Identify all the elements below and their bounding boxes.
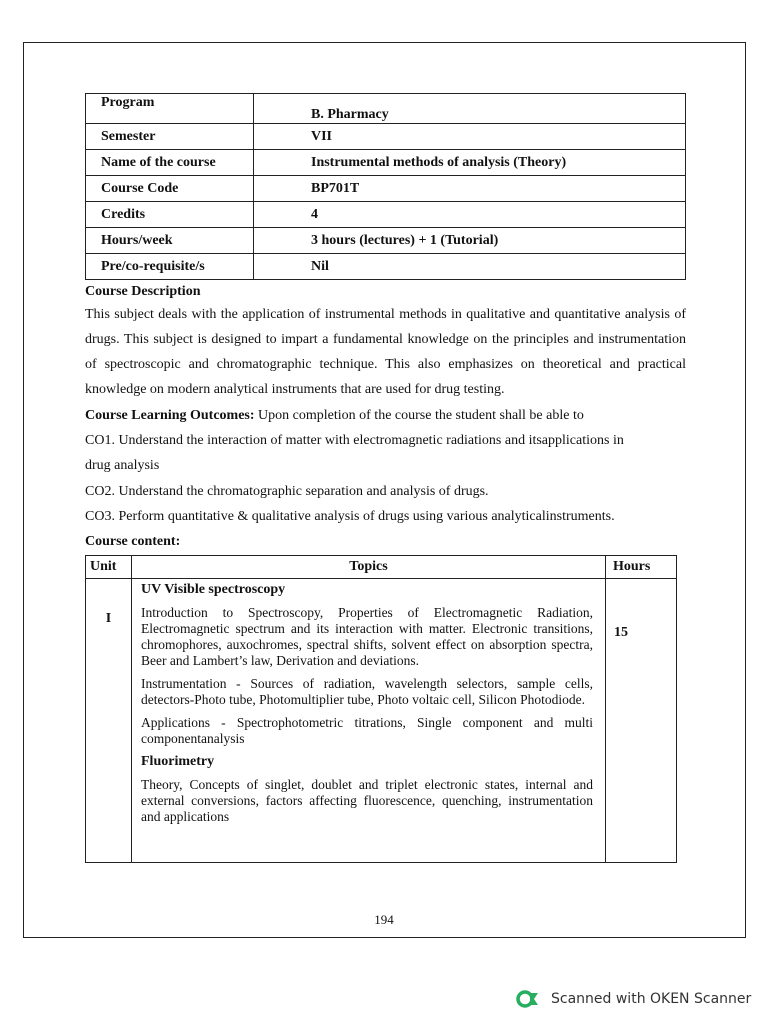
topic-paragraph: Introduction to Spectroscopy, Properties of Electromagnetic Radiation, Electromagnetic spectrum and its interaction with matter. Electronic transitions, chromophores, auxochromes, spectral shifts, solvent effect on absorption spectra, Beer and Lambert’s law, Derivation and deviations. (141, 605, 593, 668)
outcome-co3: CO3. Perform quantitative & qualitative analysis of drugs using various analyticalinstruments. (85, 509, 615, 524)
info-label: Hours/week (86, 228, 254, 254)
info-value: 3 hours (lectures) + 1 (Tutorial) (254, 228, 686, 254)
info-value: BP701T (254, 176, 686, 202)
info-value: Nil (254, 254, 686, 280)
topic-paragraph: Theory, Concepts of singlet, doublet and triplet electronic states, internal and external conversions, factors affecting fluorescence, quenching, instrumentation and applications (141, 777, 593, 824)
info-value: B. Pharmacy (254, 94, 686, 124)
learning-outcomes-intro: Upon completion of the course the student shall be able to (254, 408, 584, 423)
outcome-co2: CO2. Understand the chromatographic separation and analysis of drugs. (85, 484, 489, 499)
table-row (86, 176, 686, 202)
table-row (86, 94, 686, 124)
info-value: VII (254, 124, 686, 150)
table-row (86, 150, 686, 176)
info-label: Program (86, 94, 254, 124)
oken-logo-icon (516, 990, 542, 1008)
info-label: Semester (86, 124, 254, 150)
table-row (86, 124, 686, 150)
table-row (86, 254, 686, 280)
table-header-row (86, 556, 677, 579)
header-topics: Topics (132, 556, 606, 579)
section-title: Fluorimetry (141, 754, 215, 769)
scanner-watermark (516, 990, 751, 1008)
table-row (86, 202, 686, 228)
header-unit: Unit (86, 556, 132, 579)
info-value: 4 (254, 202, 686, 228)
course-description-text: This subject deals with the application of instrumental methods in qualitative and quantitative analysis of drugs. This subject is designed to impart a fundamental knowledge on the principles and instrumentation of spectroscopic and chromatographic technique. This also emphasizes on theoretical and practical knowledge on modern analytical instruments that are used for drug testing. (85, 307, 686, 397)
outcome-co1-continued: drug analysis (85, 458, 160, 473)
header-hours: Hours (606, 556, 677, 579)
unit-cell: I (86, 579, 132, 863)
section-title: UV Visible spectroscopy (141, 582, 286, 597)
learning-outcomes (85, 403, 686, 428)
learning-outcomes-heading: Course Learning Outcomes: (85, 408, 255, 423)
topic-paragraph: Instrumentation - Sources of radiation, wavelength selectors, sample cells, detectors-Photo tube, Photomultiplier tube, Photo voltaic cell, Silicon Photodiode. (141, 676, 593, 707)
course-content-table (85, 555, 677, 863)
info-label: Credits (86, 202, 254, 228)
course-content-heading: Course content: (85, 534, 181, 549)
info-label: Course Code (86, 176, 254, 202)
info-value: Instrumental methods of analysis (Theory) (254, 150, 686, 176)
info-label: Name of the course (86, 150, 254, 176)
course-info-table (85, 93, 686, 280)
scanner-text: Scanned with OKEN Scanner (551, 991, 752, 1007)
course-description-heading: Course Description (85, 284, 201, 299)
topics-cell (132, 579, 606, 863)
hours-cell: 15 (606, 579, 677, 863)
outcome-co1: CO1. Understand the interaction of matter with electromagnetic radiations and itsapplications in (85, 433, 624, 448)
page-number: 194 (374, 912, 394, 927)
table-row (86, 228, 686, 254)
topic-paragraph: Applications - Spectrophotometric titrations, Single component and multi componentanalysis (141, 715, 593, 746)
table-row (86, 579, 677, 863)
info-label: Pre/co-requisite/s (86, 254, 254, 280)
